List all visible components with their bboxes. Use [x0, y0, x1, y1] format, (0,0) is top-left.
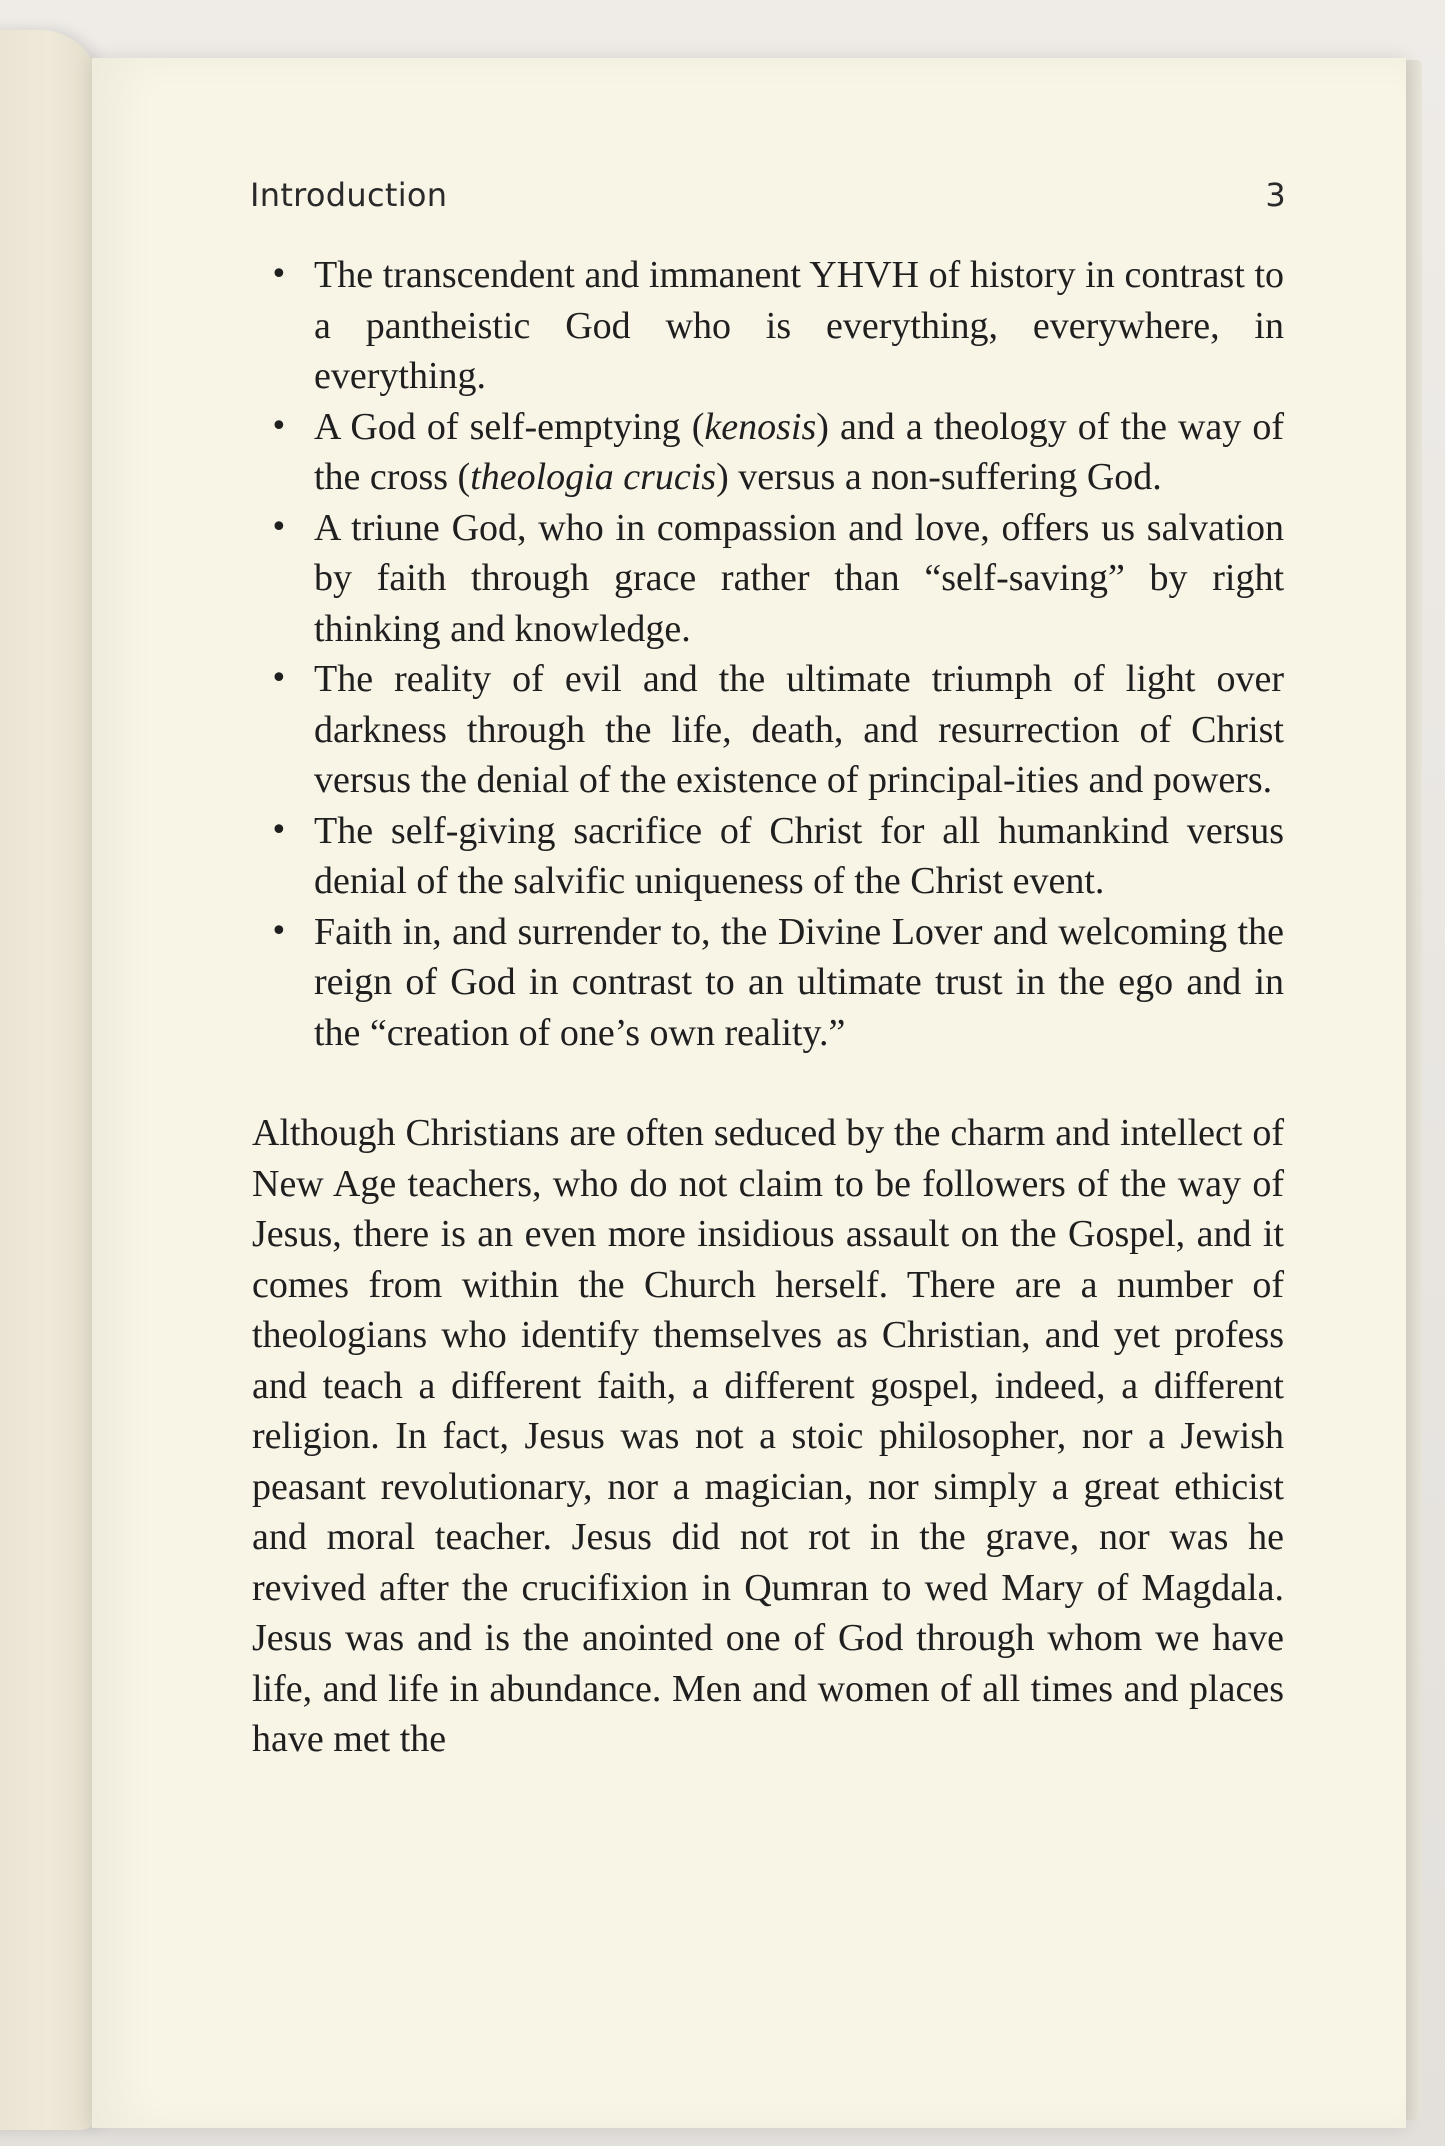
- running-head: [250, 176, 1286, 220]
- bullet-dot-icon: •: [270, 509, 288, 545]
- bullet-dot-icon: •: [270, 257, 288, 292]
- page-body: [252, 250, 1284, 1765]
- bullet-list: [252, 250, 1284, 1058]
- bullet-item: [252, 654, 1284, 806]
- bullet-text: Faith in, and surrender to, the Divine Lover and welcoming the reign of God in contrast to an ultimate trust in the ego and in the “creation of one’s own reality.”: [314, 910, 1284, 1054]
- bullet-item: [252, 806, 1284, 907]
- bullet-dot-icon: •: [270, 408, 288, 444]
- bullet-dot-icon: •: [270, 812, 288, 848]
- bullet-dot-icon: •: [270, 661, 288, 696]
- page-number: 3: [1265, 176, 1286, 214]
- bullet-item: [252, 402, 1284, 503]
- bullet-text: The transcendent and immanent YHVH of history in contrast to a pantheistic God who is everything, everywhere, in everything.: [314, 254, 1284, 397]
- bullet-item: [252, 907, 1284, 1059]
- bullet-text: ) versus a non-suffering God.: [716, 456, 1162, 498]
- bullet-dot-icon: •: [270, 913, 288, 949]
- italic-term: kenosis: [704, 405, 817, 448]
- bullet-text: The reality of evil and the ultimate triumph of light over darkness through the life, death, and resurrection of Christ versus the denial of the existence of principal-ities and powers.: [314, 658, 1284, 801]
- bullet-text: The self-giving sacrifice of Christ for all humankind versus denial of the salvific uniqueness of the Christ event.: [314, 809, 1284, 902]
- bullet-item: [252, 503, 1284, 655]
- bullet-text: A triune God, who in compassion and love, offers us salvation by faith through grace rather than “self-saving” by right thinking and knowledge.: [314, 506, 1284, 650]
- body-paragraph: Although Christians are often seduced by the charm and intellect of New Age teachers, who do not claim to be followers of the way of Jesus, there is an even more insidious assault on the Gospel, and it comes from within the Church herself. There are a number of theologians who identify themselves as Christian, and yet profess and teach a different faith, a different gospel, indeed, a different religion. In fact, Jesus was not a stoic philosopher, nor a Jewish peasant revolutionary, nor a magician, nor simply a great ethicist and moral teacher. Jesus did not rot in the grave, nor was he revived after the crucifixion in Qumran to wed Mary of Magdala. Jesus was and is the anointed one of God through whom we have life, and life in abundance. Men and women of all times and places have met the: [252, 1112, 1284, 1760]
- italic-term: theologia crucis: [470, 456, 717, 498]
- chapter-title: Introduction: [250, 176, 448, 214]
- bullet-item: [252, 250, 1284, 402]
- bullet-text: A God of self-emptying (: [314, 405, 705, 448]
- bullet-text: ) and a theology of the way of the cross (: [314, 405, 1284, 498]
- facing-page-edge: [0, 30, 100, 2130]
